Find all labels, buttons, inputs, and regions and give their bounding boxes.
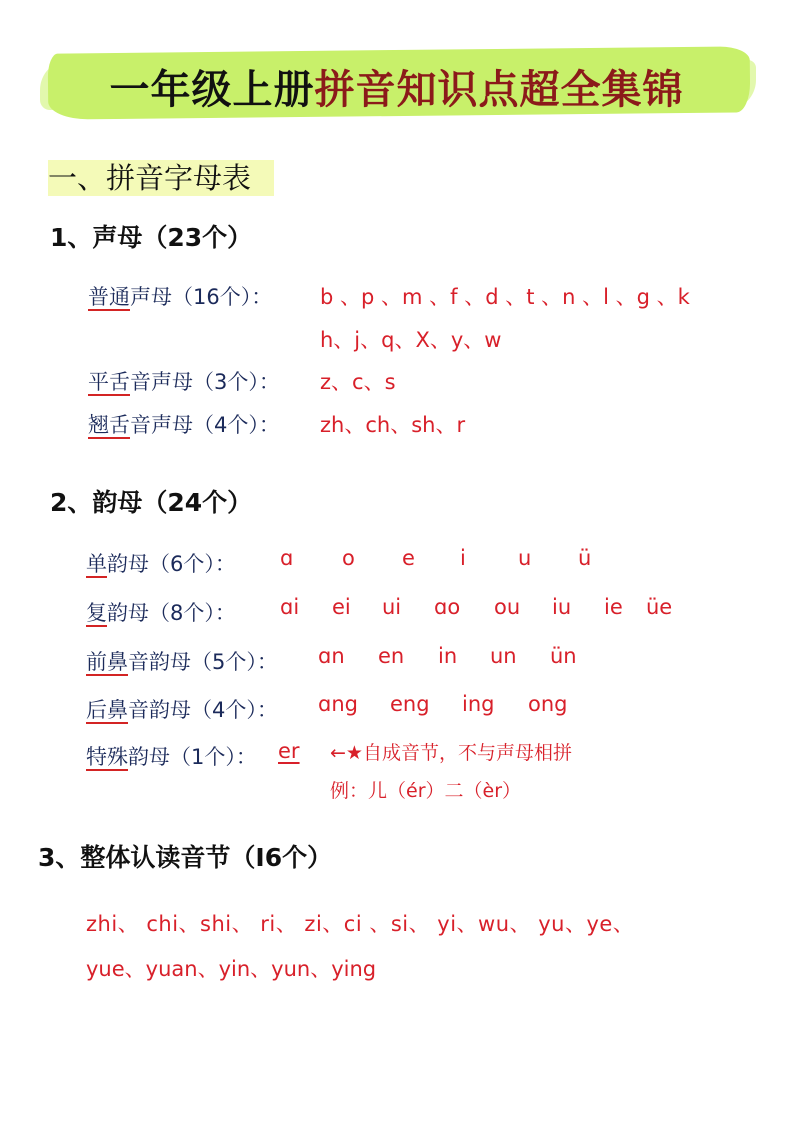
values-putong-shengmu-line2: h、j、q、X、y、w [320,328,502,352]
label-pingshe-shengmu: 平舌音声母（3个）： [88,370,280,394]
label-fu-yunmu: 复韵母（8个）： [86,601,236,625]
title-part-topic: 拼音知识点超全集锦 [314,67,684,113]
heading-zhengti: 3、整体认读音节（I6个） [38,843,333,872]
label-dan-yunmu: 单韵母（6个）： [86,552,236,576]
values-qianbi-yunmu: ɑn en in un ün [318,644,577,668]
example-er: 例：儿（ér）二（èr） [330,780,522,802]
label-houbi-yunmu: 后鼻音韵母（4个）： [86,698,278,722]
label-qiaoshe-shengmu: 翘舌音声母（4个）： [88,413,280,437]
label-teshu-yunmu: 特殊韵母（1个）： [86,745,257,769]
page-title [0,58,793,115]
section-title-alphabet: 一、拼音字母表 [48,161,252,195]
title-part-grade: 一年级上册 [109,67,315,113]
values-pingshe-shengmu: z、c、s [320,370,396,394]
values-houbi-yunmu: ɑng eng ing ong [318,692,568,716]
note-er: ←★自成音节，不与声母相拼 [330,742,572,764]
heading-yunmu: 2、韵母（24个） [50,488,253,517]
label-putong-shengmu: 普通声母（16个）： [88,285,273,309]
heading-shengmu: 1、声母（23个） [50,223,253,252]
label-qianbi-yunmu: 前鼻音韵母（5个）： [86,650,278,674]
values-dan-yunmu: ɑ o e i u ü [280,546,592,570]
values-zhengti-line2: yue、yuan、yin、yun、ying [86,957,377,981]
values-qiaoshe-shengmu: zh、ch、sh、r [320,413,466,437]
values-putong-shengmu-line1: b 、p 、m 、f 、d 、t 、n 、l 、g 、k [320,285,690,309]
values-fu-yunmu: ɑi ei ui ɑo ou iu ie üe [280,595,673,619]
value-er: er [278,739,300,763]
values-zhengti-line1: zhi、 chi、shi、 ri、 zi、ci 、si、 yi、wu、 yu、ye、 [86,912,635,936]
